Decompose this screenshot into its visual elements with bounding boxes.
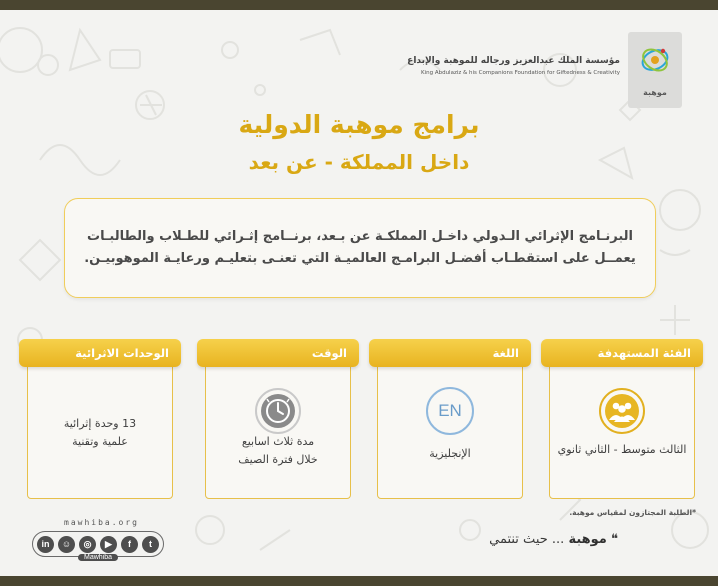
students-icon [598, 387, 646, 435]
description-box [64, 198, 656, 298]
card-header-label: الوقت [311, 346, 347, 360]
card-target-group [541, 339, 703, 499]
en-icon [426, 387, 474, 435]
youtube-icon[interactable]: ▶ [100, 536, 117, 553]
snapchat-icon[interactable]: ☺ [58, 536, 75, 553]
card-text-line: مدة ثلاث اسابيع [241, 435, 315, 448]
card-time [197, 339, 359, 499]
card-header [541, 339, 703, 367]
en-icon-text: EN [426, 387, 474, 435]
description-text: البرنـامج الإثرائي الـدولي داخـل المملكـة عن بـعد، برنــامج إثـرائي للطـلاب والطالبـات يعمــل على استقطـاب أفضـل البرامـج العالميـة التي تعنـى بتعليـم ورعايـة الموهوبيـن. [84, 229, 636, 266]
top-bar [0, 0, 718, 10]
org-name-english: King Abdulaziz & his Companions Foundation for Giftedness & Creativity [420, 70, 620, 76]
linkedin-icon[interactable]: in [37, 536, 54, 553]
logo-emblem-icon [637, 42, 673, 82]
mawhiba-logo [628, 32, 682, 108]
logo-word: موهبة [643, 88, 667, 97]
card-text-line: علمية وتقنية [72, 435, 128, 448]
slogan [489, 532, 618, 547]
card-text-line: خلال فترة الصيف [238, 453, 318, 466]
page-subtitle: داخل المملكة - عن بعد [248, 150, 470, 174]
card-header-label: اللغة [492, 346, 519, 360]
slogan-text: ... حيث تنتمي [489, 532, 565, 547]
card-text-line: 13 وحدة إثرائية [63, 417, 137, 430]
bottom-bar [0, 576, 718, 586]
instagram-icon[interactable]: ◎ [79, 536, 96, 553]
clock-icon [254, 387, 302, 435]
card-language [369, 339, 531, 499]
page-title: برامج موهبة الدولية [238, 110, 480, 139]
card-header [369, 339, 531, 367]
website-url[interactable]: mawhiba.org [64, 518, 139, 527]
social-handle: Mawhiba [78, 554, 118, 561]
slogan-brand: موهبة [568, 532, 607, 547]
card-header-label: الوحدات الاثرائية [75, 346, 169, 360]
card-enrichment-units [19, 339, 181, 499]
org-name-arabic: مؤسسة الملك عبدالعزيز ورجاله للموهبة والإبداع [407, 56, 620, 66]
twitter-icon[interactable]: t [142, 536, 159, 553]
card-header-label: الفئة المستهدفة [597, 346, 691, 360]
card-header [197, 339, 359, 367]
card-header [19, 339, 181, 367]
card-text-line: الإنجليزية [429, 447, 471, 460]
footnote: *الطلبة المجتازون لمقياس موهبة. [569, 508, 696, 517]
facebook-icon[interactable]: f [121, 536, 138, 553]
card-text-line: الثالث متوسط - الثاني ثانوي [557, 443, 687, 456]
quote-mark: ❝ [611, 532, 618, 547]
